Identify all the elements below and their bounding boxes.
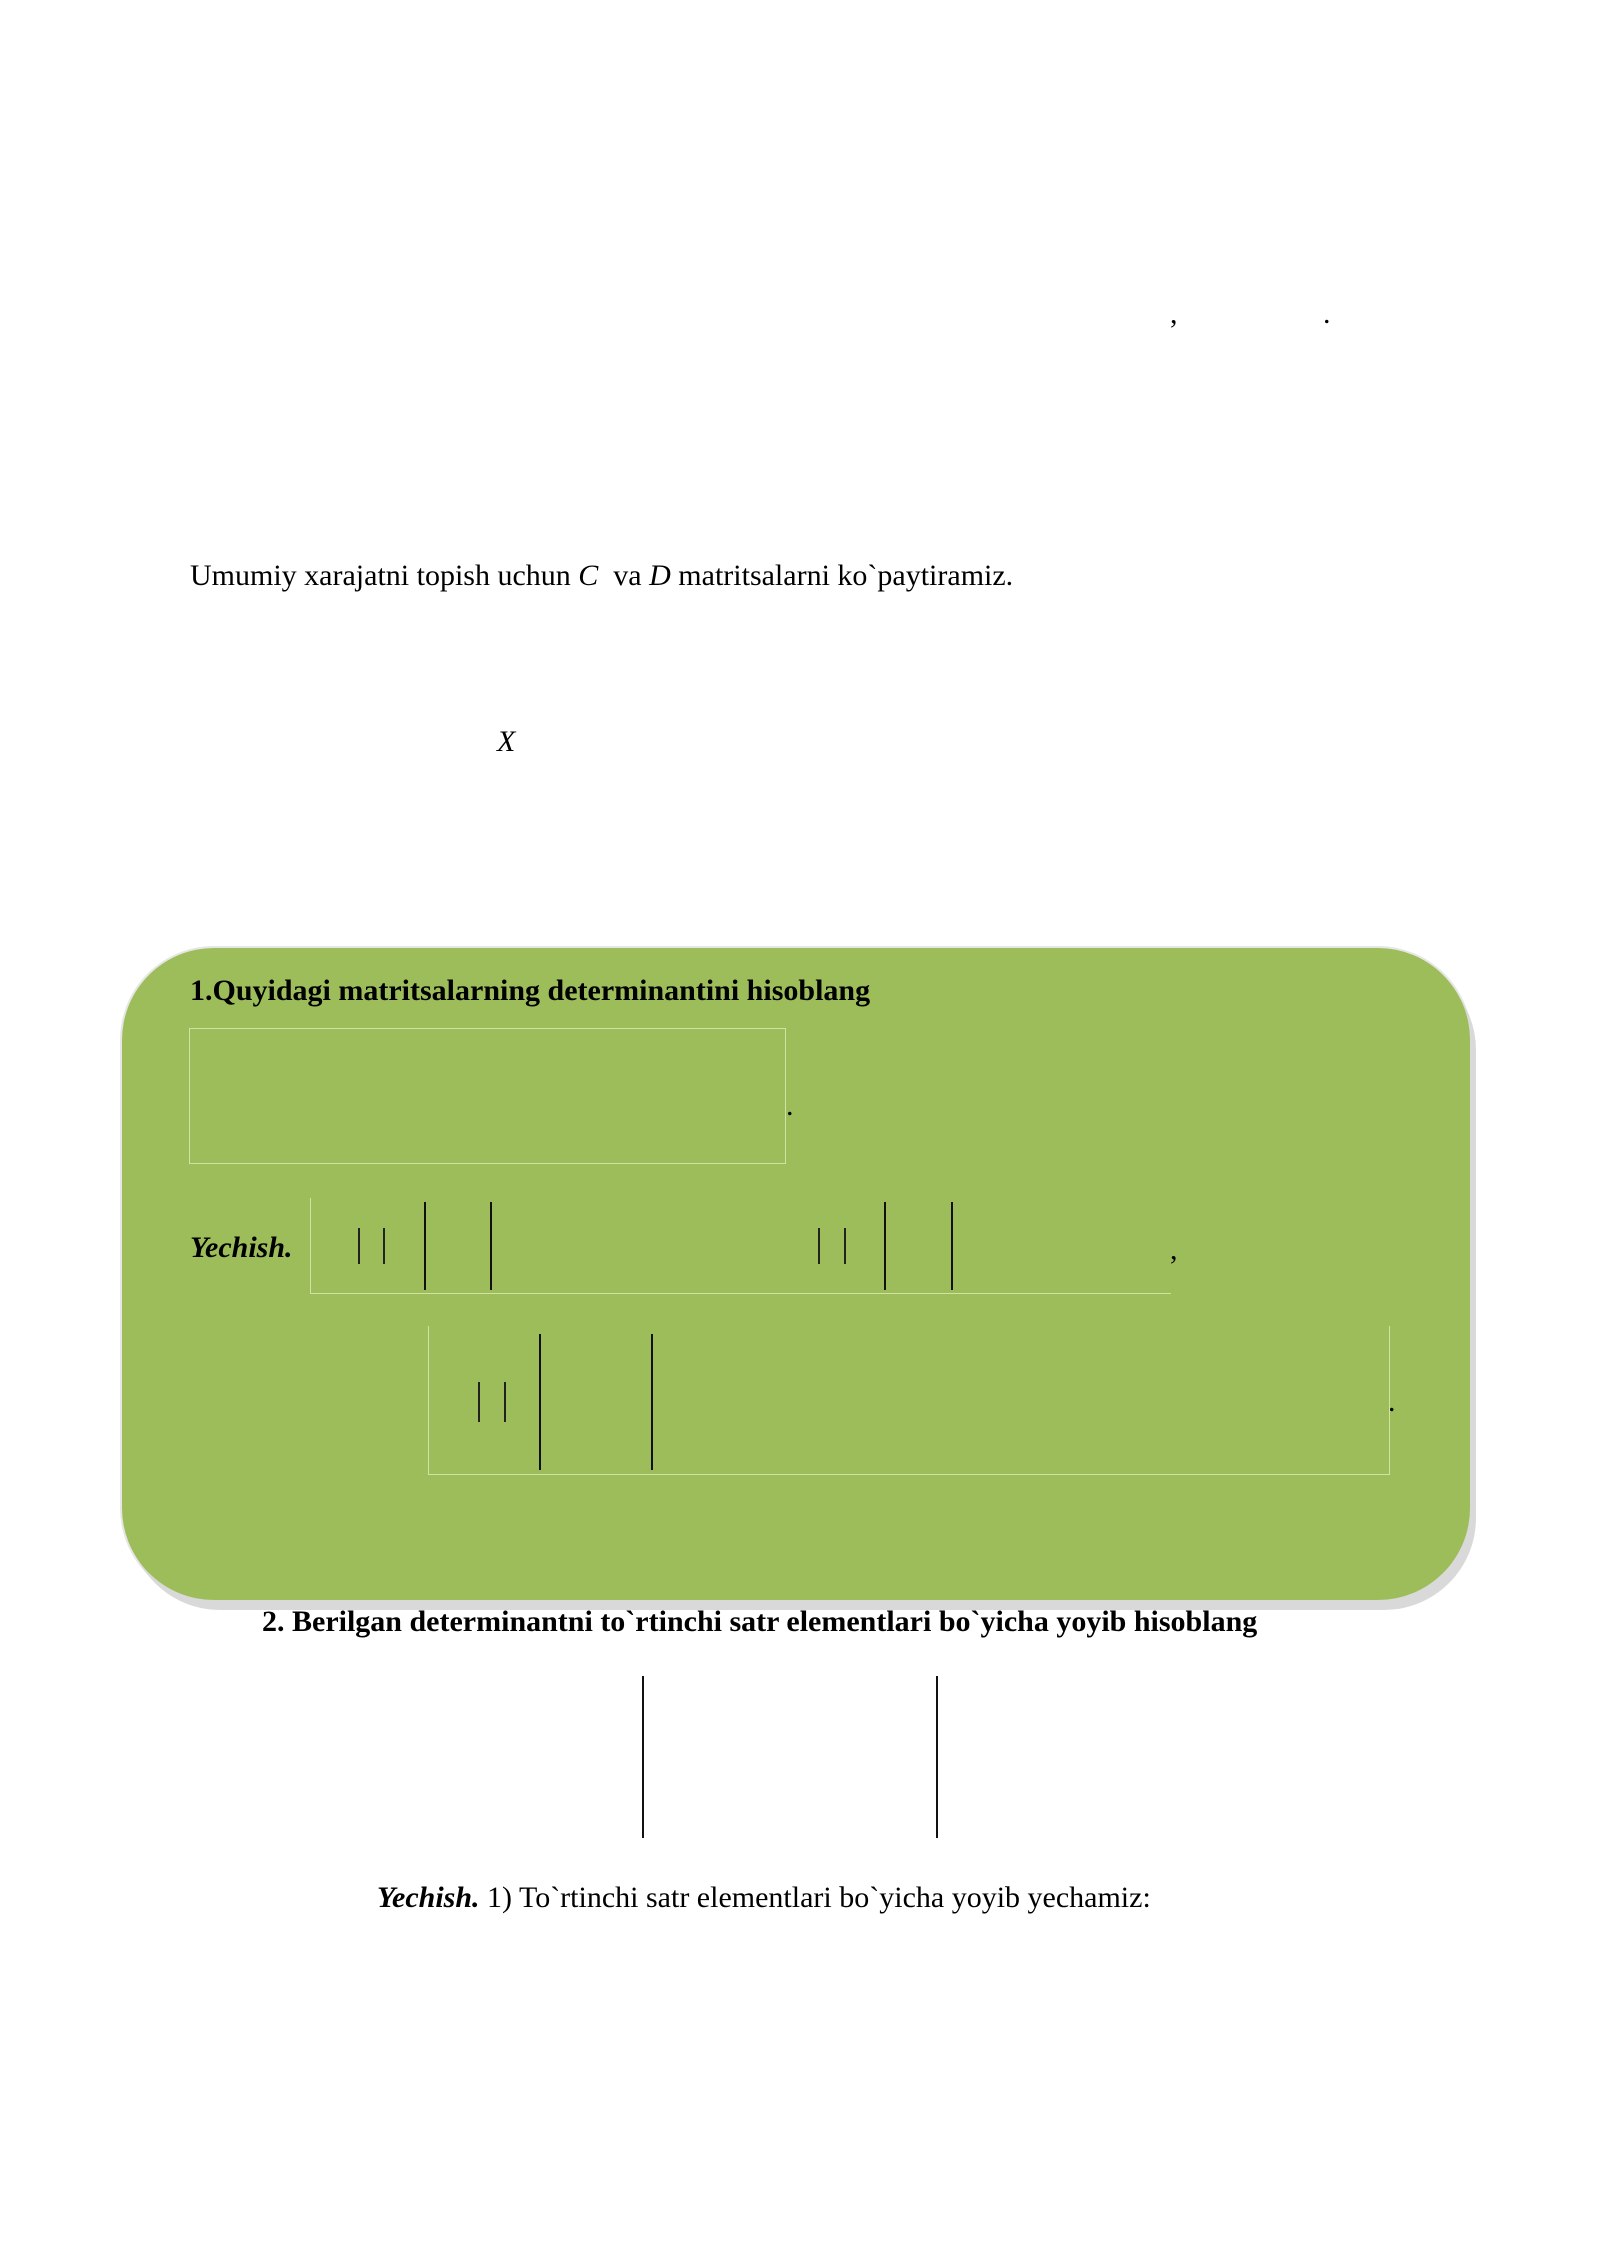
solution-row2-frame — [428, 1326, 1390, 1475]
task2-solution-label: Yechish. — [377, 1881, 480, 1914]
det-bar — [951, 1202, 953, 1290]
top-period: . — [1323, 297, 1331, 330]
task2-solution — [377, 1880, 1151, 1916]
paragraph-va: va — [598, 559, 650, 592]
multiply-symbol: X — [497, 725, 516, 758]
det-bar — [383, 1228, 385, 1264]
solution-row1-frame — [310, 1198, 1171, 1294]
top-comma: , — [1170, 297, 1178, 330]
task1-row2-period: . — [1388, 1385, 1396, 1418]
task1-matrix-frame — [189, 1028, 786, 1164]
intro-paragraph — [190, 558, 1013, 594]
task1-title: 1.Quyidagi matritsalarning determinantini hisoblang — [190, 974, 871, 1007]
det-bar — [504, 1382, 506, 1422]
det-bar — [651, 1334, 653, 1470]
task1-matrix-period: . — [786, 1089, 794, 1122]
task2-solution-text: 1) To`rtinchi satr elementlari bo`yicha yoyib yechamiz: — [479, 1881, 1151, 1914]
task2-det-left-bar — [642, 1676, 644, 1838]
task1-row1-comma: , — [1170, 1233, 1178, 1266]
det-bar — [358, 1228, 360, 1264]
task1-solution-label: Yechish. — [190, 1231, 293, 1264]
det-bar — [539, 1334, 541, 1470]
det-bar — [844, 1228, 846, 1264]
paragraph-after: matritsalarni ko`paytiramiz. — [670, 559, 1014, 592]
matrix-c-label: C — [578, 559, 599, 592]
det-bar — [478, 1382, 480, 1422]
task2-title: 2. Berilgan determinantni to`rtinchi satr elementlari bo`yicha yoyib hisoblang — [262, 1605, 1258, 1638]
det-bar — [424, 1202, 426, 1290]
det-bar — [884, 1202, 886, 1290]
matrix-d-label: D — [649, 559, 671, 592]
det-bar — [490, 1202, 492, 1290]
paragraph-before: Umumiy xarajatni topish uchun — [190, 559, 579, 592]
task2-det-right-bar — [936, 1676, 938, 1838]
det-bar — [818, 1228, 820, 1264]
